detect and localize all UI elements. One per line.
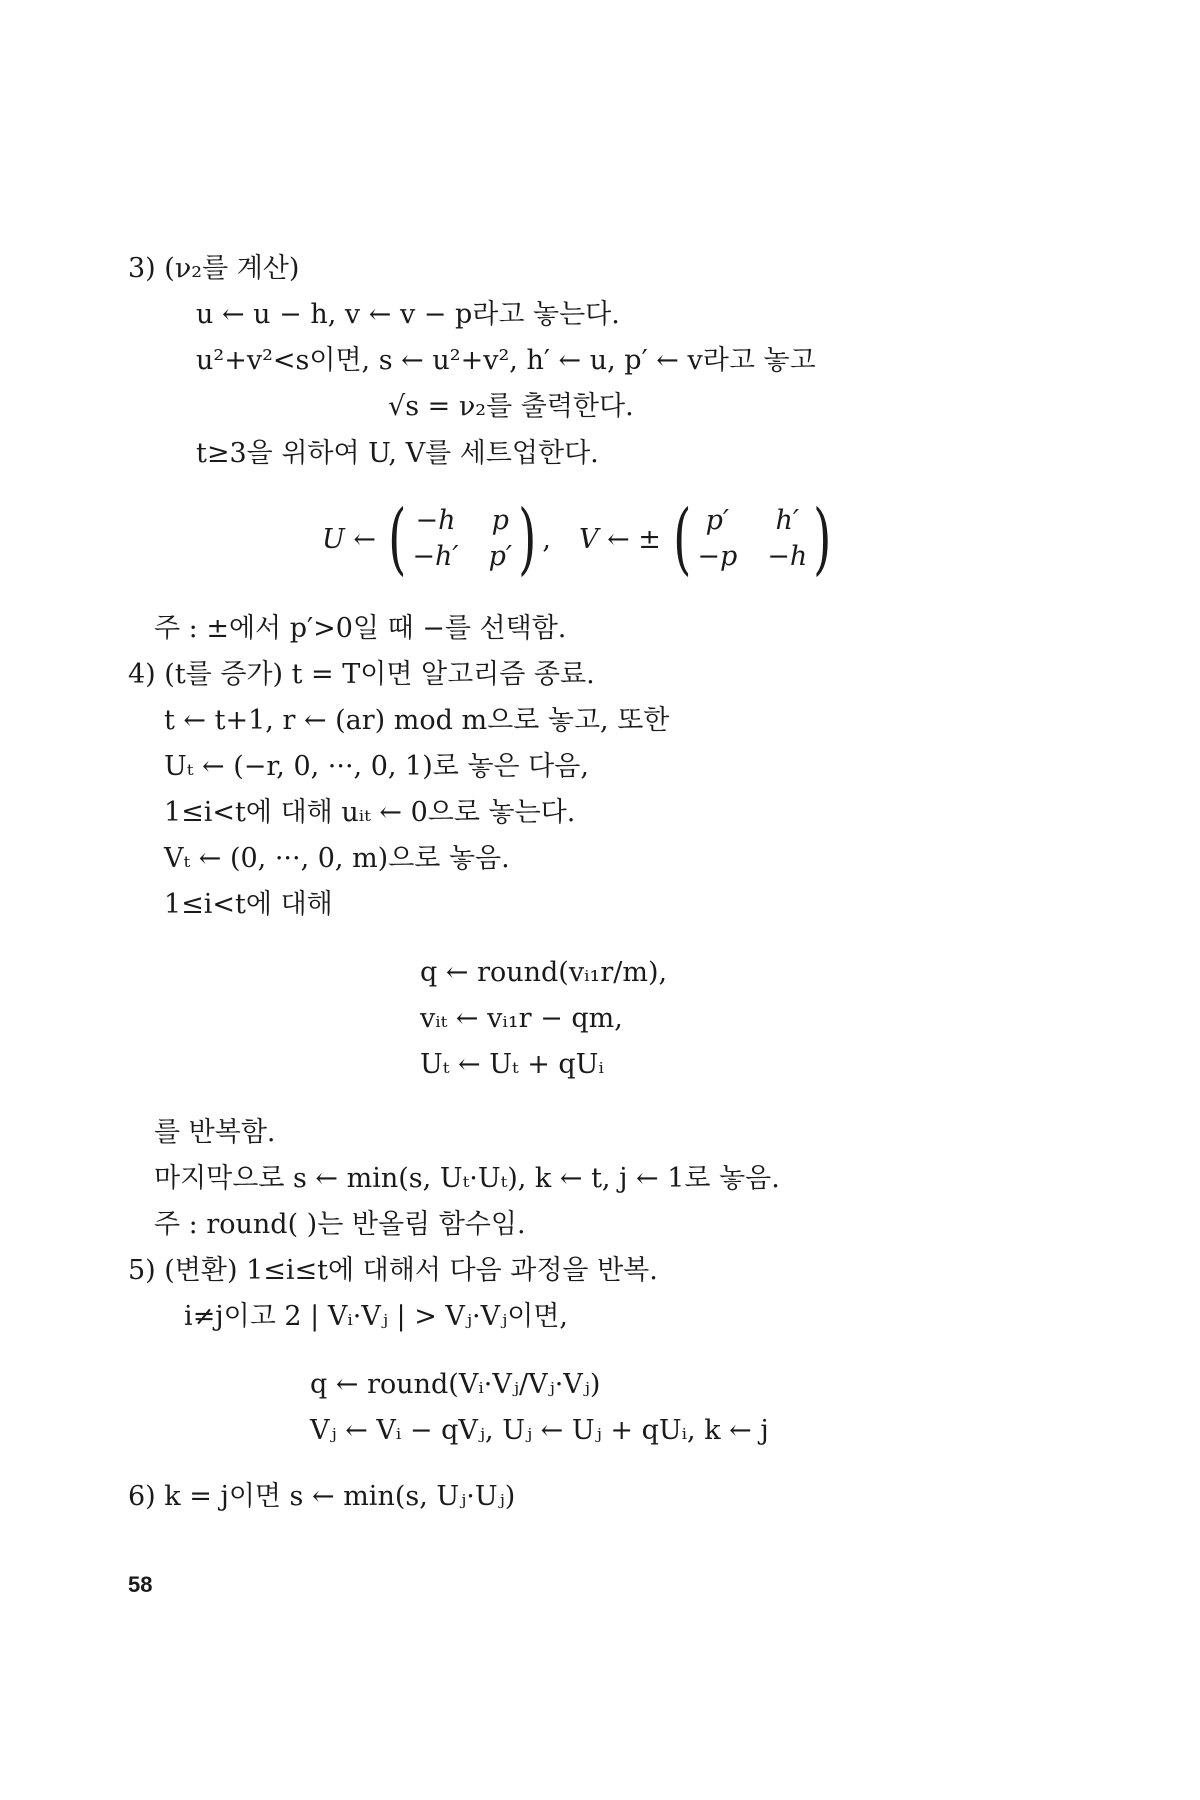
matrix-equation <box>322 494 838 584</box>
step4-line-7: 마지막으로 s ← min(s, Uₜ·Uₜ), k ← t, j ← 1로 놓음. <box>154 1163 780 1194</box>
step4-line-5: 1≤i<t에 대해 <box>164 889 333 920</box>
right-paren: ) <box>518 494 537 584</box>
matrix-u-cell: p′ <box>488 541 512 572</box>
left-paren: ( <box>673 494 692 584</box>
matrix-u <box>412 503 512 575</box>
step5-eq-2: Vⱼ ← Vᵢ − qVⱼ, Uⱼ ← Uⱼ + qUᵢ, k ← j <box>310 1415 769 1446</box>
step4-eq-2: vᵢₜ ← vᵢ₁r − qm, <box>420 1003 623 1034</box>
matrix-v-label: V ← ± <box>579 523 661 555</box>
matrix-v-cell: h′ <box>775 505 800 536</box>
step4-line-4: Vₜ ← (0, ···, 0, m)으로 놓음. <box>164 843 510 874</box>
step6-heading: 6) k = j이면 s ← min(s, Uⱼ·Uⱼ) <box>128 1481 516 1512</box>
matrix-v-cell: p′ <box>705 505 730 536</box>
step4-eq-1: q ← round(vᵢ₁r/m), <box>420 957 668 988</box>
matrix-u-cell: p <box>491 505 509 536</box>
matrix-u-cell: −h′ <box>412 541 459 572</box>
step3-line-2: u²+v²<s이면, s ← u²+v², h′ ← u, p′ ← v라고 놓고 <box>196 345 816 376</box>
matrix-v-cell: −p <box>697 541 738 572</box>
matrix-u-cell: −h <box>415 505 456 536</box>
step3-line-1: u ← u − h, v ← v − p라고 놓는다. <box>196 299 620 330</box>
step5-heading: 5) (변환) 1≤i≤t에 대해서 다음 과정을 반복. <box>128 1255 658 1286</box>
matrix-v <box>697 503 807 575</box>
page-number: 58 <box>128 1572 153 1597</box>
step4-heading: 4) (t를 증가) t = T이면 알고리즘 종료. <box>128 659 595 690</box>
step4-line-1: t ← t+1, r ← (ar) mod m으로 놓고, 또한 <box>164 705 670 736</box>
step3-heading: 3) (ν₂를 계산) <box>128 253 300 284</box>
right-paren: ) <box>813 494 832 584</box>
step4-line-2: Uₜ ← (−r, 0, ···, 0, 1)로 놓은 다음, <box>164 751 589 782</box>
step5-eq-1: q ← round(Vᵢ·Vⱼ/Vⱼ·Vⱼ) <box>310 1369 601 1400</box>
step4-line-6: 를 반복함. <box>154 1117 276 1148</box>
step4-line-3: 1≤i<t에 대해 uᵢₜ ← 0으로 놓는다. <box>164 797 576 828</box>
step4-note: 주 : round( )는 반올림 함수임. <box>154 1209 526 1240</box>
step3-note: 주 : ±에서 p′>0일 때 −를 선택함. <box>154 613 567 644</box>
step4-eq-3: Uₜ ← Uₜ + qUᵢ <box>420 1049 604 1080</box>
matrix-separator: , <box>542 523 552 555</box>
matrix-v-cell: −h <box>767 541 808 572</box>
step3-line-4: t≥3을 위하여 U, V를 세트업한다. <box>196 438 599 469</box>
left-paren: ( <box>388 494 407 584</box>
step3-line-3: √s = ν₂를 출력한다. <box>388 391 634 422</box>
matrix-u-label: U ← <box>322 523 376 555</box>
step5-line-1: i≠j이고 2 | Vᵢ·Vⱼ | > Vⱼ·Vⱼ이면, <box>184 1301 569 1332</box>
